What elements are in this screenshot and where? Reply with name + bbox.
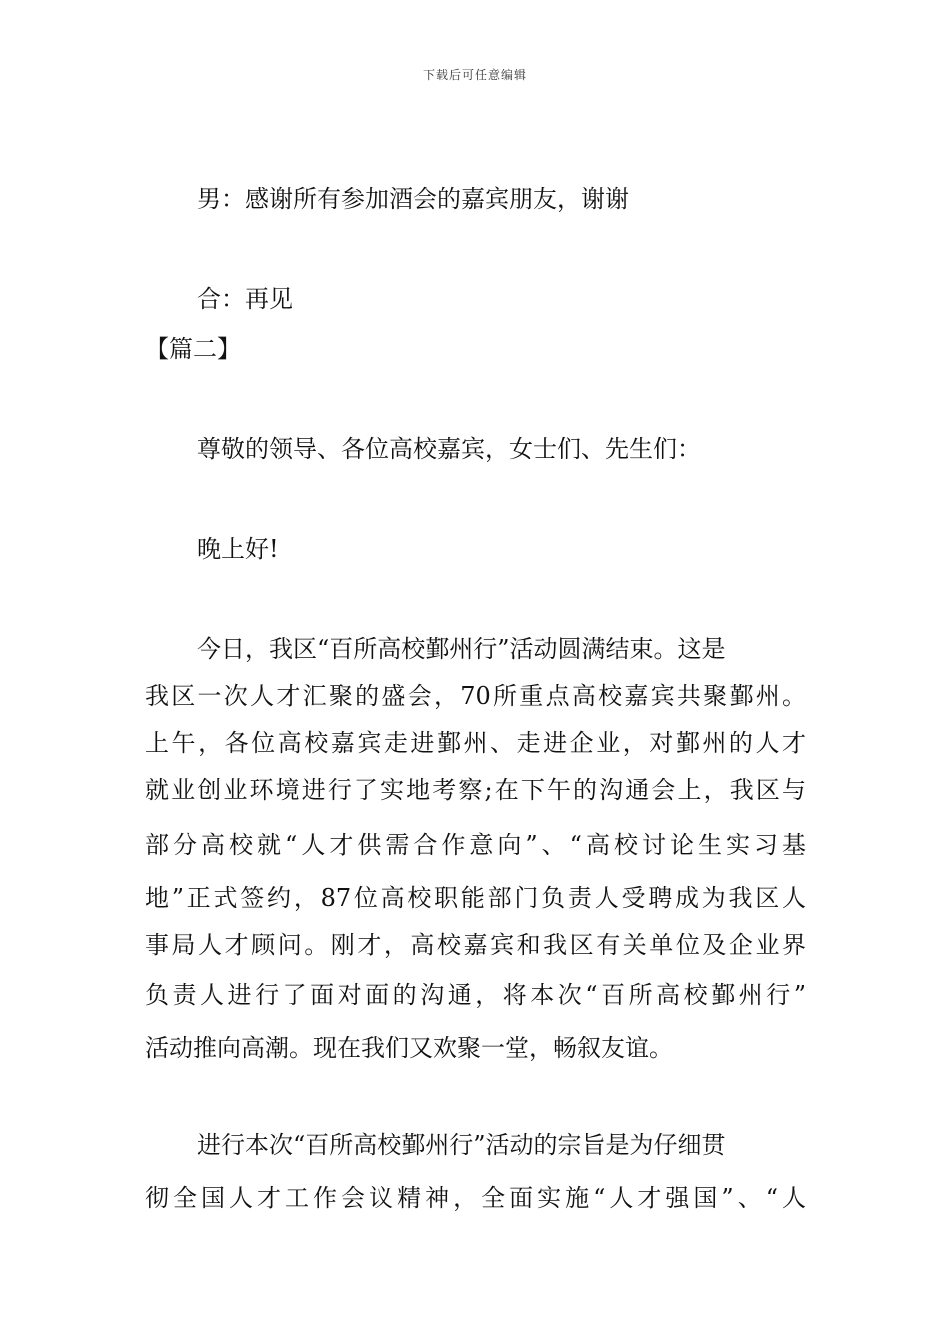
paragraph-line: 彻全国人才工作会议精神，全面实施“人才强国”、“人 bbox=[145, 1184, 806, 1212]
paragraph-line: 活动推向高潮。现在我们又欢聚一堂，畅叙友谊。 bbox=[145, 1034, 673, 1062]
paragraph-line: 我区一次人才汇聚的盛会，70所重点高校嘉宾共聚鄞州。 bbox=[145, 682, 806, 710]
paragraph-line: 进行本次“百所高校鄞州行”活动的宗旨是为仔细贯 bbox=[197, 1131, 726, 1159]
paragraph-line: 地”正式签约，87位高校职能部门负责人受聘成为我区人 bbox=[145, 884, 806, 912]
salutation-line: 尊敬的领导、各位高校嘉宾，女士们、先生们： bbox=[197, 435, 701, 463]
paragraph-line: 上午，各位高校嘉宾走进鄞州、走进企业，对鄞州的人才 bbox=[145, 729, 806, 757]
closing-line-male: 男：感谢所有参加酒会的嘉宾朋友，谢谢 bbox=[197, 185, 629, 213]
paragraph-line: 部分高校就“人才供需合作意向”、“高校讨论生实习基 bbox=[145, 831, 806, 859]
paragraph-line: 就业创业环境进行了实地考察;在下午的沟通会上，我区与 bbox=[145, 776, 806, 804]
greeting-line: 晚上好! bbox=[197, 535, 279, 563]
paragraph-line: 今日，我区“百所高校鄞州行”活动圆满结束。这是 bbox=[197, 635, 726, 663]
document-body bbox=[145, 0, 810, 1344]
section-heading: 【篇二】 bbox=[145, 335, 241, 363]
paragraph-line: 负责人进行了面对面的沟通，将本次“百所高校鄞州行” bbox=[145, 981, 806, 1009]
header-note: 下载后可任意编辑 bbox=[422, 68, 527, 82]
closing-line-together: 合：再见 bbox=[197, 285, 293, 313]
paragraph-line: 事局人才顾问。刚才，高校嘉宾和我区有关单位及企业界 bbox=[145, 931, 806, 959]
